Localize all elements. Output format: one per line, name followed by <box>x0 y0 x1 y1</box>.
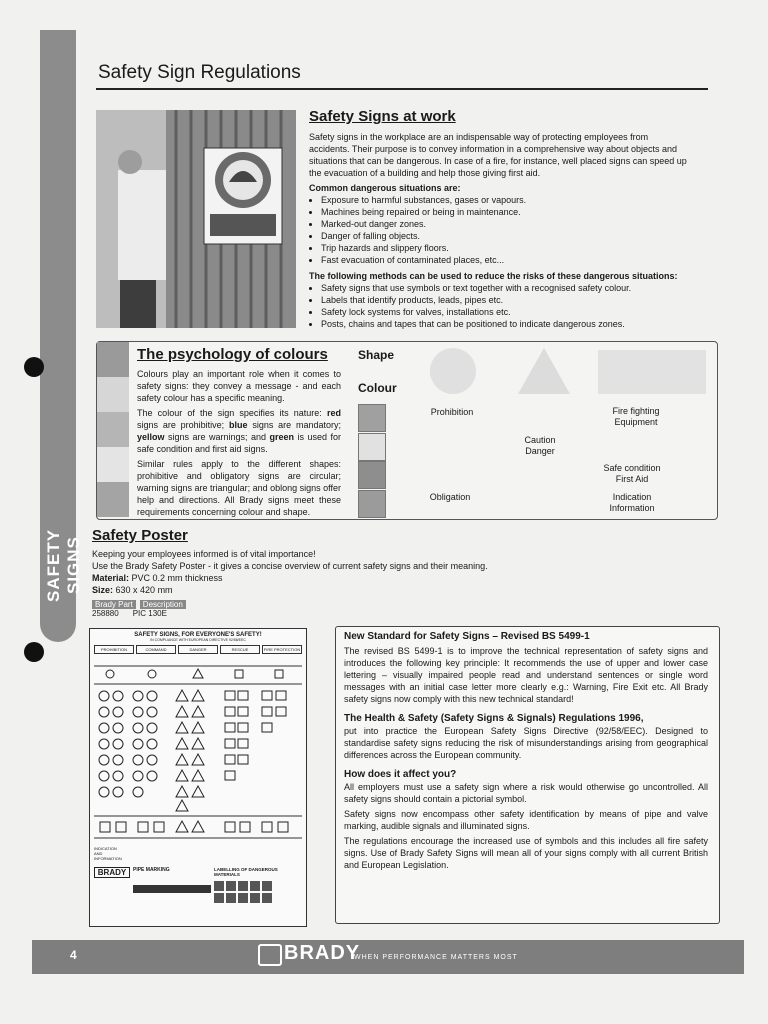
situations-list <box>309 194 687 266</box>
rectangle-shape <box>598 350 706 394</box>
punch-hole <box>24 357 44 377</box>
list-item: • Posts, chains and tapes that can be positioned to indicate dangerous zones. <box>321 318 687 330</box>
list-item: • Fast evacuation of contaminated places, etc... <box>321 254 687 266</box>
safe-label: Safe condition First Aid <box>603 463 661 484</box>
std-heading-3: How does it affect you? <box>344 769 457 780</box>
triangle-shape <box>516 346 572 396</box>
poster-indication: INDICATION AND INFORMATION <box>94 846 122 861</box>
poster-col: RESCUE <box>220 645 260 654</box>
page-number: 4 <box>70 948 77 962</box>
psych-title: The psychology of colours <box>137 346 328 363</box>
poster-img-sub: IN COMPLIANCE WITH EUROPEAN DIRECTIVE 92/58/EEC <box>150 638 246 642</box>
methods-heading: The following methods can be used to reduce the risks of these dangerous situations: <box>309 271 678 281</box>
poster-pipe-marking: PIPE MARKING <box>133 867 170 873</box>
colour-label: Colour <box>358 381 397 395</box>
swatch <box>97 447 129 482</box>
circle-shape <box>430 348 476 394</box>
swatch <box>97 482 129 517</box>
fire-label: Fire fighting Equipment <box>612 406 660 427</box>
col-header: Brady Part <box>92 600 136 609</box>
indication-label: Indication Information <box>609 492 655 513</box>
std-p1: The revised BS 5499-1 is to improve the technical representation of safety signs and introduces the following key principle: It recommends the use of upper and lower case lettering – visually impaired people read and understand sentences or single word messages with an initial case letter more clearly e.g.: Warning, Fire Exit etc. All Brady safety signs now comply with this new technical standard! <box>344 646 708 704</box>
swatch <box>97 342 129 377</box>
brady-logo-icon <box>258 944 282 966</box>
list-item: • Safety lock systems for valves, installations etc. <box>321 306 687 318</box>
list-item: • Exposure to harmful substances, gases or vapours. <box>321 194 687 206</box>
standards-text <box>344 631 708 874</box>
poster-img-title: SAFETY SIGNS, FOR EVERYONE'S SAFETY! <box>134 632 262 638</box>
std-heading-1: New Standard for Safety Signs – Revised BS 5499-1 <box>344 631 590 642</box>
worker-photo <box>96 110 296 328</box>
page-title: Safety Sign Regulations <box>98 62 301 83</box>
std-p2: put into practice the European Safety Signs Directive (92/58/EEC). Designed to standardise safety signs reducing the risk of misunderstandings arising from geographical differences across the European community. <box>344 726 708 760</box>
shape-label: Shape <box>358 348 395 362</box>
poster-line1: Keeping your employees informed is of vital importance! <box>92 549 316 559</box>
caution-label: Caution Danger <box>524 435 556 456</box>
situations-heading: Common dangerous situations are: <box>309 183 461 193</box>
psych-text <box>137 346 341 521</box>
poster-labelling: LABELLING OF DANGEROUS MATERIALS <box>214 867 278 877</box>
blue-square <box>358 490 386 518</box>
std-p4: Safety signs now encompass other safety identification by means of pipe and valve marking, audible signals and illuminated signs. <box>344 809 708 831</box>
part-number: 258880 <box>92 609 119 618</box>
col-header: Description <box>140 600 186 609</box>
work-intro: Safety signs in the workplace are an indispensable way of protecting employees from accidents. Their purpose is to convey information in a comprehensive way about objects and situations that can be dangerous. In case of a fire, for instance, well placed signs can speed up the evacuation of a building and help those giving first aid. <box>309 132 687 178</box>
poster-line2: Use the Brady Safety Poster - it gives a concise overview of current safety signs and their meaning. <box>92 561 488 571</box>
list-item: • Labels that identify products, leads, pipes etc. <box>321 294 687 306</box>
poster-section <box>92 527 512 596</box>
swatch-strip <box>97 342 129 517</box>
punch-hole <box>24 642 44 662</box>
poster-col: DANGER <box>178 645 218 654</box>
part-table <box>92 600 190 618</box>
methods-list <box>309 282 687 330</box>
work-title: Safety Signs at work <box>309 108 456 125</box>
psych-p1: Colours play an important role when it comes to safety signs: they convey a message - and each safety colour has a specific meaning. <box>137 369 341 403</box>
psych-p3: Similar rules apply to the different shapes: prohibitive and obligatory signs are circular; warning signs are triangular; and oblong signs offer help and directions. All Brady signs meet these requirements concerning colour and shape. <box>137 459 341 517</box>
obligation-label: Obligation <box>429 492 471 502</box>
poster-image <box>89 628 307 927</box>
work-section <box>309 108 687 334</box>
poster-material: Material: PVC 0.2 mm thickness <box>92 573 223 583</box>
std-p3: All employers must use a safety sign where a risk would otherwise go uncontrolled. All safety signs should contain a pictorial symbol. <box>344 782 708 804</box>
list-item: • Safety signs that use symbols or text together with a recognised safety colour. <box>321 282 687 294</box>
side-tab-label: SAFETY SIGNS <box>44 528 83 602</box>
poster-col: PROHIBITION <box>94 645 134 654</box>
list-item: • Machines being repaired or being in maintenance. <box>321 206 687 218</box>
pipe-marker-graphic <box>133 885 211 893</box>
brady-brand: BRADY <box>284 942 361 964</box>
std-heading-2: The Health & Safety (Safety Signs & Signals) Regulations 1996, <box>344 713 644 724</box>
part-description: PIC 130E <box>132 609 167 618</box>
green-square <box>358 461 386 489</box>
prohibition-label: Prohibition <box>430 407 474 417</box>
brand-tagline: WHEN PERFORMANCE MATTERS MOST <box>354 954 518 961</box>
poster-sign-grid <box>90 656 306 846</box>
poster-col: FIRE PROTECTION <box>263 647 301 652</box>
list-item: • Trip hazards and slippery floors. <box>321 242 687 254</box>
list-item: • Danger of falling objects. <box>321 230 687 242</box>
poster-brady-logo: BRADY <box>94 867 130 878</box>
title-rule <box>96 88 708 90</box>
swatch <box>97 412 129 447</box>
poster-size: Size: 630 x 420 mm <box>92 585 173 595</box>
list-item: • Marked-out danger zones. <box>321 218 687 230</box>
poster-col: COMMAND <box>136 645 176 654</box>
psych-p2: The colour of the sign specifies its nature: red signs are prohibitive; blue signs are mandatory; yellow signs are warnings; and green is used for safe condition and first aid signs. <box>137 408 342 454</box>
red-square <box>358 404 386 432</box>
swatch <box>97 377 129 412</box>
std-p5: The regulations encourage the increased use of symbols and this includes all fire safety signs. Use of Brady Safety Signs will mean all of your signs comply with all current British and European Legislation. <box>344 836 708 870</box>
yellow-square <box>358 433 386 461</box>
poster-title: Safety Poster <box>92 527 188 544</box>
